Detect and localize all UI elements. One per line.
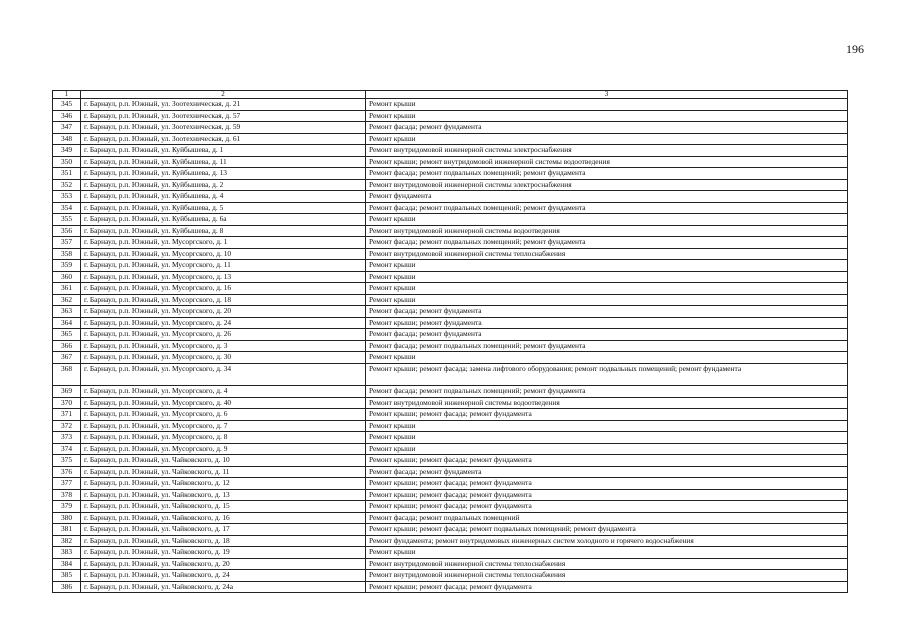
row-works-cell: Ремонт крыши [366, 443, 848, 455]
page-number: 196 [846, 42, 864, 56]
row-address-cell: г. Барнаул, р.п. Южный, ул. Мусоргского, д. 13 [81, 271, 366, 283]
row-address-cell: г. Барнаул, р.п. Южный, ул. Куйбышева, д. 11 [81, 156, 366, 168]
row-address-cell: г. Барнаул, р.п. Южный, ул. Куйбышева, д. 8 [81, 225, 366, 237]
table-row [53, 202, 848, 214]
row-number-cell: 377 [53, 478, 81, 490]
row-address-cell: г. Барнаул, р.п. Южный, ул. Зоотехническая, д. 59 [81, 122, 366, 134]
row-number-cell: 351 [53, 168, 81, 180]
table-row [53, 99, 848, 111]
table-row [53, 397, 848, 409]
row-works-cell: Ремонт крыши; ремонт фасада; ремонт фундамента [366, 581, 848, 593]
row-number-cell: 386 [53, 581, 81, 593]
row-number-cell: 380 [53, 512, 81, 524]
row-number-cell: 363 [53, 306, 81, 318]
table-row [53, 512, 848, 524]
row-number-cell: 348 [53, 133, 81, 145]
table-row [53, 225, 848, 237]
row-works-cell: Ремонт крыши [366, 432, 848, 444]
row-address-cell: г. Барнаул, р.п. Южный, ул. Зоотехническая, д. 61 [81, 133, 366, 145]
row-address-cell: г. Барнаул, р.п. Южный, ул. Чайковского, д. 24а [81, 581, 366, 593]
row-address-cell: г. Барнаул, р.п. Южный, ул. Мусоргского, д. 9 [81, 443, 366, 455]
header-cell-number: 1 [53, 91, 81, 99]
table-row [53, 260, 848, 272]
row-works-cell: Ремонт фасада; ремонт подвальных помещений; ремонт фундамента [366, 340, 848, 352]
row-address-cell: г. Барнаул, р.п. Южный, ул. Мусоргского, д. 11 [81, 260, 366, 272]
row-works-cell: Ремонт внутридомовой инженерной системы водоотведения [366, 225, 848, 237]
row-number-cell: 385 [53, 570, 81, 582]
row-number-cell: 364 [53, 317, 81, 329]
table-row [53, 466, 848, 478]
row-number-cell: 361 [53, 283, 81, 295]
header-cell-address: 2 [81, 91, 366, 99]
table-row [53, 489, 848, 501]
row-works-cell: Ремонт фундамента; ремонт внутридомовых инженерных систем холодного и горячего водоснабжения [366, 535, 848, 547]
row-number-cell: 366 [53, 340, 81, 352]
row-works-cell: Ремонт крыши; ремонт фасада; ремонт фундамента [366, 489, 848, 501]
row-works-cell: Ремонт крыши [366, 260, 848, 272]
row-number-cell: 369 [53, 386, 81, 398]
row-number-cell: 376 [53, 466, 81, 478]
table-row [53, 409, 848, 421]
row-address-cell: г. Барнаул, р.п. Южный, ул. Куйбышева, д. 2 [81, 179, 366, 191]
table-row [53, 547, 848, 559]
row-address-cell: г. Барнаул, р.п. Южный, ул. Чайковского, д. 11 [81, 466, 366, 478]
row-address-cell: г. Барнаул, р.п. Южный, ул. Мусоргского, д. 40 [81, 397, 366, 409]
row-number-cell: 384 [53, 558, 81, 570]
row-works-cell: Ремонт крыши; ремонт фасада; ремонт фундамента [366, 409, 848, 421]
table-row [53, 294, 848, 306]
row-works-cell: Ремонт крыши [366, 99, 848, 111]
row-address-cell: г. Барнаул, р.п. Южный, ул. Чайковского, д. 15 [81, 501, 366, 513]
row-number-cell: 350 [53, 156, 81, 168]
table-row [53, 535, 848, 547]
table-row [53, 352, 848, 364]
table-row [53, 122, 848, 134]
row-address-cell: г. Барнаул, р.п. Южный, ул. Чайковского, д. 10 [81, 455, 366, 467]
row-address-cell: г. Барнаул, р.п. Южный, ул. Чайковского, д. 16 [81, 512, 366, 524]
row-address-cell: г. Барнаул, р.п. Южный, ул. Куйбышева, д. 13 [81, 168, 366, 180]
table-row [53, 168, 848, 180]
table-row [53, 283, 848, 295]
table-row [53, 191, 848, 203]
table-row [53, 110, 848, 122]
row-works-cell: Ремонт внутридомовой инженерной системы теплоснабжения [366, 248, 848, 260]
row-works-cell: Ремонт крыши; ремонт фасада; ремонт фундамента [366, 478, 848, 490]
row-number-cell: 370 [53, 397, 81, 409]
row-number-cell: 355 [53, 214, 81, 226]
table-row [53, 524, 848, 536]
row-works-cell: Ремонт фасада; ремонт подвальных помещений; ремонт фундамента [366, 168, 848, 180]
row-address-cell: г. Барнаул, р.п. Южный, ул. Мусоргского, д. 1 [81, 237, 366, 249]
row-number-cell: 378 [53, 489, 81, 501]
row-works-cell: Ремонт крыши [366, 420, 848, 432]
row-address-cell: г. Барнаул, р.п. Южный, ул. Чайковского, д. 24 [81, 570, 366, 582]
row-address-cell: г. Барнаул, р.п. Южный, ул. Куйбышева, д. 5 [81, 202, 366, 214]
row-number-cell: 356 [53, 225, 81, 237]
row-address-cell: г. Барнаул, р.п. Южный, ул. Зоотехническая, д. 21 [81, 99, 366, 111]
table-row [53, 248, 848, 260]
table-row [53, 329, 848, 341]
row-number-cell: 346 [53, 110, 81, 122]
row-address-cell: г. Барнаул, р.п. Южный, ул. Чайковского, д. 20 [81, 558, 366, 570]
table-row [53, 133, 848, 145]
row-number-cell: 353 [53, 191, 81, 203]
row-works-cell: Ремонт внутридомовой инженерной системы теплоснабжения [366, 570, 848, 582]
row-address-cell: г. Барнаул, р.п. Южный, ул. Чайковского, д. 19 [81, 547, 366, 559]
row-address-cell: г. Барнаул, р.п. Южный, ул. Чайковского, д. 12 [81, 478, 366, 490]
row-address-cell: г. Барнаул, р.п. Южный, ул. Чайковского, д. 17 [81, 524, 366, 536]
row-number-cell: 359 [53, 260, 81, 272]
row-address-cell: г. Барнаул, р.п. Южный, ул. Мусоргского, д. 6 [81, 409, 366, 421]
table-row [53, 443, 848, 455]
row-works-cell: Ремонт крыши [366, 283, 848, 295]
row-address-cell: г. Барнаул, р.п. Южный, ул. Куйбышева, д. 4 [81, 191, 366, 203]
row-works-cell: Ремонт фасада; ремонт фундамента [366, 466, 848, 478]
row-address-cell: г. Барнаул, р.п. Южный, ул. Куйбышева, д. 6а [81, 214, 366, 226]
row-address-cell: г. Барнаул, р.п. Южный, ул. Чайковского, д. 13 [81, 489, 366, 501]
row-address-cell: г. Барнаул, р.п. Южный, ул. Мусоргского, д. 26 [81, 329, 366, 341]
table-row [53, 237, 848, 249]
row-number-cell: 367 [53, 352, 81, 364]
row-address-cell: г. Барнаул, р.п. Южный, ул. Мусоргского, д. 24 [81, 317, 366, 329]
row-works-cell: Ремонт фасада; ремонт фундамента [366, 122, 848, 134]
row-works-cell: Ремонт крыши; ремонт фасада; замена лифтового оборудования; ремонт подвальных помещений; ремонт фундамента [366, 363, 848, 386]
row-works-cell: Ремонт фундамента [366, 191, 848, 203]
row-address-cell: г. Барнаул, р.п. Южный, ул. Мусоргского, д. 34 [81, 363, 366, 386]
row-works-cell: Ремонт фасада; ремонт фундамента [366, 306, 848, 318]
row-works-cell: Ремонт крыши; ремонт фасада; ремонт подвальных помещений; ремонт фундамента [366, 524, 848, 536]
row-number-cell: 358 [53, 248, 81, 260]
row-works-cell: Ремонт крыши [366, 352, 848, 364]
row-works-cell: Ремонт крыши [366, 294, 848, 306]
row-address-cell: г. Барнаул, р.п. Южный, ул. Зоотехническая, д. 57 [81, 110, 366, 122]
row-address-cell: г. Барнаул, р.п. Южный, ул. Чайковского, д. 18 [81, 535, 366, 547]
table-row [53, 432, 848, 444]
row-address-cell: г. Барнаул, р.п. Южный, ул. Мусоргского, д. 4 [81, 386, 366, 398]
row-works-cell: Ремонт фасада; ремонт подвальных помещений; ремонт фундамента [366, 386, 848, 398]
row-number-cell: 373 [53, 432, 81, 444]
table-row [53, 363, 848, 386]
row-works-cell: Ремонт внутридомовой инженерной системы электроснабжения [366, 179, 848, 191]
row-works-cell: Ремонт крыши; ремонт фасада; ремонт фундамента [366, 501, 848, 513]
row-number-cell: 354 [53, 202, 81, 214]
row-number-cell: 345 [53, 99, 81, 111]
row-number-cell: 374 [53, 443, 81, 455]
header-cell-works: 3 [366, 91, 848, 99]
row-works-cell: Ремонт фасада; ремонт подвальных помещений; ремонт фундамента [366, 237, 848, 249]
row-works-cell: Ремонт крыши [366, 214, 848, 226]
row-works-cell: Ремонт внутридомовой инженерной системы водоотведения [366, 397, 848, 409]
row-number-cell: 360 [53, 271, 81, 283]
table-row [53, 501, 848, 513]
row-number-cell: 352 [53, 179, 81, 191]
row-number-cell: 383 [53, 547, 81, 559]
row-works-cell: Ремонт крыши [366, 110, 848, 122]
table-row [53, 156, 848, 168]
table-row [53, 271, 848, 283]
row-address-cell: г. Барнаул, р.п. Южный, ул. Мусоргского, д. 18 [81, 294, 366, 306]
row-works-cell: Ремонт крыши; ремонт фундамента [366, 317, 848, 329]
row-address-cell: г. Барнаул, р.п. Южный, ул. Мусоргского, д. 10 [81, 248, 366, 260]
table-row [53, 179, 848, 191]
row-number-cell: 379 [53, 501, 81, 513]
table-row [53, 145, 848, 157]
table-row [53, 386, 848, 398]
row-number-cell: 365 [53, 329, 81, 341]
row-works-cell: Ремонт фасада; ремонт подвальных помещений; ремонт фундамента [366, 202, 848, 214]
table-row [53, 581, 848, 593]
works-table [52, 90, 848, 593]
table-row [53, 317, 848, 329]
row-works-cell: Ремонт крыши [366, 271, 848, 283]
row-works-cell: Ремонт крыши; ремонт фасада; ремонт фундамента [366, 455, 848, 467]
table-body [53, 91, 848, 593]
row-address-cell: г. Барнаул, р.п. Южный, ул. Мусоргского, д. 30 [81, 352, 366, 364]
row-address-cell: г. Барнаул, р.п. Южный, ул. Мусоргского, д. 20 [81, 306, 366, 318]
row-works-cell: Ремонт внутридомовой инженерной системы теплоснабжения [366, 558, 848, 570]
row-number-cell: 375 [53, 455, 81, 467]
row-number-cell: 371 [53, 409, 81, 421]
row-address-cell: г. Барнаул, р.п. Южный, ул. Мусоргского, д. 8 [81, 432, 366, 444]
table-row [53, 306, 848, 318]
row-address-cell: г. Барнаул, р.п. Южный, ул. Мусоргского, д. 7 [81, 420, 366, 432]
table-row [53, 214, 848, 226]
row-works-cell: Ремонт фасада; ремонт подвальных помещений [366, 512, 848, 524]
row-number-cell: 357 [53, 237, 81, 249]
table-row [53, 455, 848, 467]
row-works-cell: Ремонт крыши [366, 547, 848, 559]
row-number-cell: 347 [53, 122, 81, 134]
table-row [53, 420, 848, 432]
row-works-cell: Ремонт крыши; ремонт внутридомовой инженерной системы водоотведения [366, 156, 848, 168]
row-number-cell: 349 [53, 145, 81, 157]
row-works-cell: Ремонт фасада; ремонт фундамента [366, 329, 848, 341]
row-address-cell: г. Барнаул, р.п. Южный, ул. Мусоргского, д. 3 [81, 340, 366, 352]
row-address-cell: г. Барнаул, р.п. Южный, ул. Куйбышева, д. 1 [81, 145, 366, 157]
table-row [53, 558, 848, 570]
table-header-row [53, 91, 848, 99]
row-number-cell: 381 [53, 524, 81, 536]
table-row [53, 570, 848, 582]
row-number-cell: 368 [53, 363, 81, 386]
row-number-cell: 372 [53, 420, 81, 432]
row-works-cell: Ремонт внутридомовой инженерной системы электроснабжения [366, 145, 848, 157]
row-works-cell: Ремонт крыши [366, 133, 848, 145]
row-number-cell: 362 [53, 294, 81, 306]
row-address-cell: г. Барнаул, р.п. Южный, ул. Мусоргского, д. 16 [81, 283, 366, 295]
table-row [53, 340, 848, 352]
row-number-cell: 382 [53, 535, 81, 547]
table-row [53, 478, 848, 490]
